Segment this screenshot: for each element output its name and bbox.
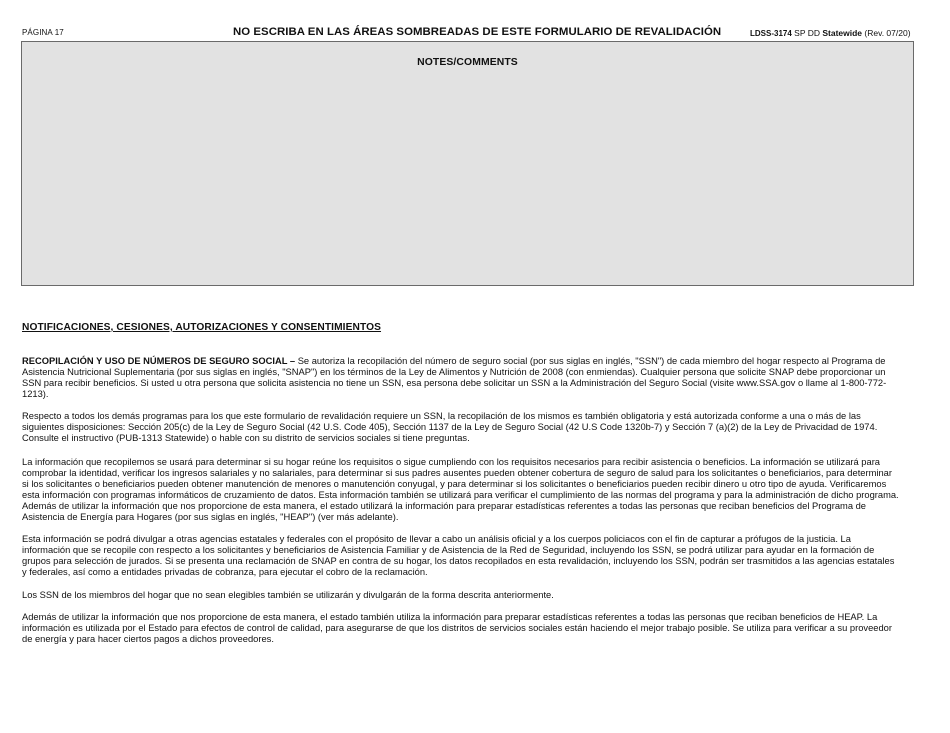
form-variant: SP DD	[791, 28, 823, 38]
notes-comments-area	[21, 41, 914, 286]
paragraph-ssn-collection	[22, 356, 900, 400]
form-scope: Statewide	[822, 28, 863, 38]
paragraph-ineligible-members: Los SSN de los miembros del hogar que no sean elegibles también se utilizarán y divulgarán de la forma descrita anteriormente.	[22, 590, 554, 600]
paragraph-information-use: La información que recopilemos se usará para determinar si su hogar reúne los requisitos o sigue cumpliendo con los requisitos necesarios para recibir asistencia o beneficios. La información se utilizará para comprobar la identidad, verificar los ingresos salariales y no salariales, para determinar si sus padres ausentes pueden obtener cobertura de seguro de salud para los solicitantes o beneficiarios, para determinar si los solicitantes o beneficiarios pueden obtener manutención de menores o manutención conyugal, y para determinar si los solicitantes o beneficiarios pueden recibir dinero u otro tipo de ayuda. Verificaremos esta información con programas informáticos de cruzamiento de datos. Esta información también se utilizará para verificar el cumplimiento de las normas del programa y para la administración de dicho programa. Además de utilizar la información que nos proporcione de esta manera, el estado utilizará la información para preparar estadísticas referentes a todas las personas que reciban beneficios del Programa de Asistencia de Energía para Hogares (por sus siglas en inglés, "HEAP") (ver más adelante).	[22, 457, 899, 522]
section-heading: NOTIFICACIONES, CESIONES, AUTORIZACIONES Y CONSENTIMIENTOS	[22, 322, 382, 333]
page-title: NO ESCRIBA EN LAS ÁREAS SOMBREADAS DE ESTE FORMULARIO DE REVALIDACIÓN	[233, 26, 722, 38]
notes-title: NOTES/COMMENTS	[417, 57, 518, 68]
form-revision: (Rev. 07/20)	[862, 28, 911, 38]
paragraph-lead: RECOPILACIÓN Y USO DE NÚMEROS DE SEGURO SOCIAL –	[22, 356, 296, 366]
form-code: LDSS-3174	[750, 29, 792, 38]
paragraph-disclosure: Esta información se podrá divulgar a otras agencias estatales y federales con el propósito de llevar a cabo un análisis oficial y a los cuerpos policiacos con el fin de capturar a prófugos de la justicia. La información que se recopile con respecto a los solicitantes y beneficiarios de Asistencia Familiar y de Asistencia de la Red de Seguridad, incluyendo los SSN, se podrá utilizar para ayudar en la formación de grupos para selección de jurados. Si se presenta una reclamación de SNAP en contra de su hogar, los datos recopilados en esta revalidación, incluyendo los SSN, podrán ser trasmitidos a las agencias estatales y federales, así como a entidades privadas de cobranza, para ejecutar el cobro de la reclamación.	[22, 534, 895, 577]
form-identifier	[750, 28, 911, 38]
paragraph-heap-statistics: Además de utilizar la información que nos proporcione de esta manera, el estado también utiliza la información para preparar estadísticas referentes a todas las personas que reciban beneficios de HEAP. La información es utilizada por el Estado para efectos de control de calidad, para asegurarse de que los distritos de servicios sociales están haciendo el mejor trabajo posible. Se utiliza para verificar a su proveedor de energía y para hacer ciertos pagos a dichos proveedores.	[22, 612, 892, 644]
paragraph-other-programs: Respecto a todos los demás programas para los que este formulario de revalidación requiere un SSN, la recopilación de los mismos es también obligatoria y está autorizada conforme a una o más de las siguientes disposiciones: Sección 205(c) de la Ley de Seguro Social (42 U.S. Code 405), Sección 1137 de la Ley de Seguro Social (42 U.S Code 1320b-7) y Sección 7 (a)(2) de la Ley de Privacidad de 1974. Consulte el instructivo (PUB-1313 Statewide) o hable con su distrito de servicios sociales si tiene preguntas.	[22, 411, 878, 443]
paragraph-text: Se autoriza la recopilación del número de seguro social (por sus siglas en inglés, "SSN") de cada miembro del hogar respecto al Programa de Asistencia Nutricional Suplementaria (por sus siglas en inglés, "SNAP") en los términos de la Ley de Alimentos y Nutrición de 2008 (con enmiendas). Cualquier persona que solicite SNAP debe proporcionar un SSN para recibir beneficios. Si usted u otra persona que solicita asistencia no tiene un SSN, esa persona debe solicitar un SSN a la Administración del Seguro Social (visite www.SSA.gov o llame al 1-800-772-1213).	[22, 356, 887, 399]
page-number: PÁGINA 17	[22, 28, 64, 37]
